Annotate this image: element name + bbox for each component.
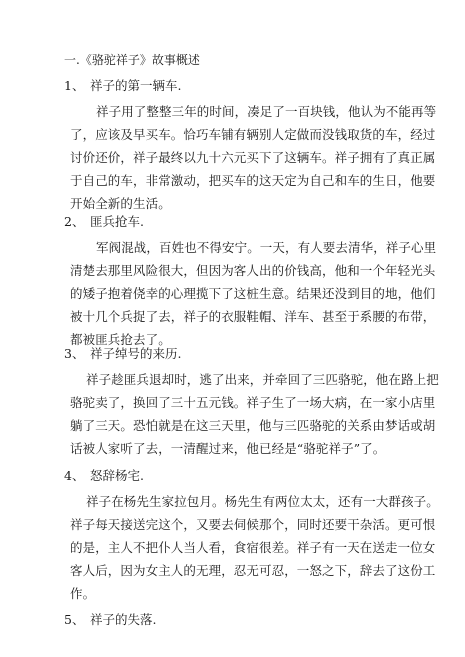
- section-number: 3、: [64, 346, 85, 361]
- paragraph-line: 祥子用了整整三年的时间，凑足了一百块钱，他认为不能再等: [96, 104, 437, 119]
- paragraph-line: 祥子在杨先生家拉包月。杨先生有两位太太，还有一大群孩子。: [86, 494, 439, 509]
- paragraph-line: 骆驼卖了，换回了三十五元钱。祥子生了一场大病，在一家小店里: [70, 395, 436, 410]
- section-heading-1: [64, 78, 181, 94]
- paragraph-line: 都被匪兵抢去了。: [70, 332, 171, 347]
- paragraph-line: 作。: [70, 586, 96, 601]
- section-title: 祥子的失落.: [90, 612, 157, 627]
- section-title: 祥子绰号的来历.: [90, 346, 182, 361]
- paragraph-line: 被十几个兵捉了去，祥子的衣服鞋帽、洋车、甚至于系腰的布带，: [70, 309, 436, 324]
- paragraph-line: 清楚去那里风险很大，但因为客人出的价钱高，他和一个年轻光头: [70, 263, 436, 278]
- section-heading-5: [64, 612, 156, 628]
- paragraph-line: 祥子每天接送完这个，又要去伺候那个，同时还要干杂活。更可恨: [70, 517, 436, 532]
- paragraph-line: 讨价还价，祥子最终以九十六元买下了这辆车。祥子拥有了真正属: [70, 150, 436, 165]
- paragraph-line: 军阀混战，百姓也不得安宁。一天，有人要去清华，祥子心里: [96, 240, 437, 255]
- paragraph-line: 话被人家听了去，一清醒过来，他已经是“骆驼祥子”了。: [70, 441, 386, 456]
- section-number: 4、: [64, 468, 85, 483]
- section-number: 1、: [64, 78, 85, 93]
- section-title: 匪兵抢车.: [90, 214, 144, 229]
- section-heading-4: [64, 468, 144, 484]
- section-title: 怒辞杨宅.: [90, 468, 144, 483]
- paragraph-line: 祥子趁匪兵退却时，逃了出来，并牵回了三匹骆驼，他在路上把: [86, 372, 439, 387]
- document-title: 一.《骆驼祥子》故事概述: [64, 53, 200, 67]
- paragraph-line: 的是，主人不把仆人当人看，食宿很差。祥子有一天在送走一位女: [70, 540, 436, 555]
- paragraph-line: 躺了三天。恐怕就是在这三天里，他与三匹骆驼的关系由梦话或胡: [70, 418, 436, 433]
- paragraph-line: 客人后，因为女主人的无理，忍无可忍，一怒之下，辞去了这份工: [70, 563, 436, 578]
- section-number: 5、: [64, 612, 85, 627]
- section-title: 祥子的第一辆车.: [90, 78, 182, 93]
- section-number: 2、: [64, 214, 85, 229]
- section-heading-2: [64, 214, 144, 230]
- paragraph-line: 开始全新的生活。: [70, 196, 171, 211]
- paragraph-line: 的矮子抱着侥幸的心理揽下了这桩生意。结果还没到目的地，他们: [70, 286, 436, 301]
- paragraph-line: 了，应该及早买车。恰巧车铺有辆别人定做而没钱取货的车，经过: [70, 127, 436, 142]
- paragraph-line: 于自己的车，非常激动，把买车的这天定为自己和车的生日，他要: [70, 173, 436, 188]
- section-heading-3: [64, 346, 181, 362]
